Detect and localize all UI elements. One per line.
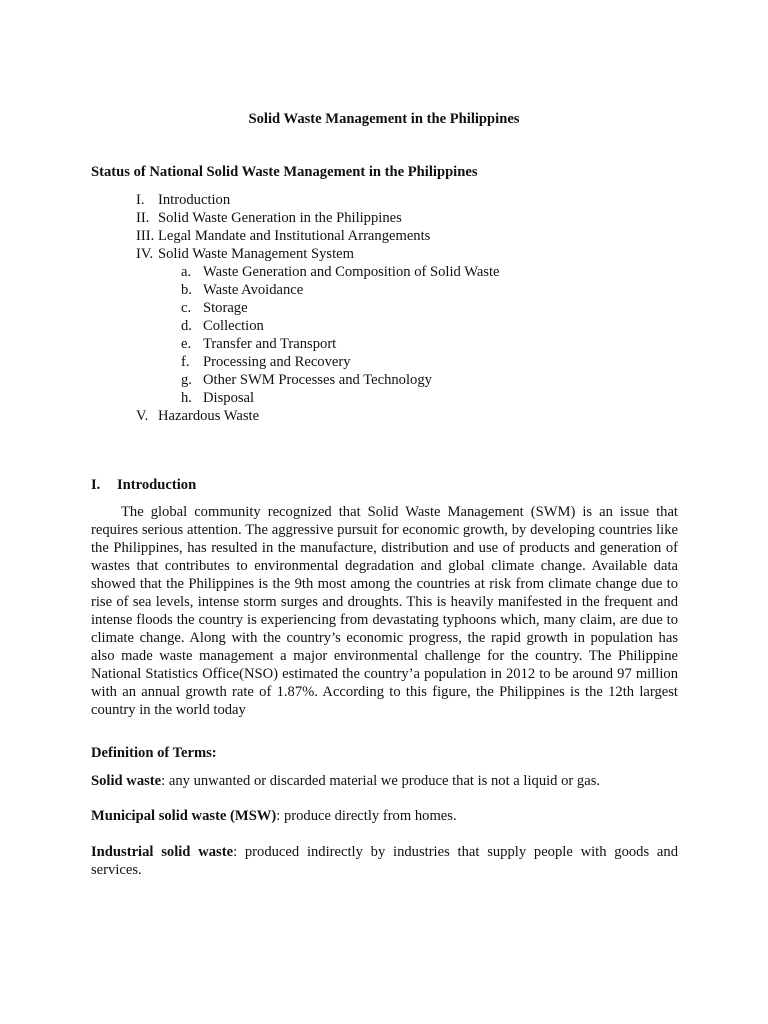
toc-subitem-text: Disposal <box>203 390 255 406</box>
definitions-heading: Definition of Terms: <box>91 745 217 761</box>
toc-item-text: Introduction <box>158 192 231 208</box>
toc-item-number: IV. <box>136 246 154 262</box>
definition-text: : produced indirectly by industries that supply people with goods and services. <box>91 844 678 878</box>
toc-item-number: V. <box>136 408 149 424</box>
toc-subitem-letter: b. <box>181 282 192 298</box>
toc-item-text: Solid Waste Management System <box>158 246 354 262</box>
toc-item-number: II. <box>136 210 150 226</box>
toc-subitem-letter: c. <box>181 300 192 316</box>
toc-subitem-text: Collection <box>203 318 264 334</box>
toc-subitem-text: Processing and Recovery <box>203 354 351 370</box>
definition-term: Industrial solid waste <box>91 844 234 860</box>
definition-item <box>91 843 678 879</box>
toc-item-text: Hazardous Waste <box>158 408 260 424</box>
toc-subitem-letter: a. <box>181 264 192 280</box>
toc-subitem-letter: f. <box>181 354 190 370</box>
definition-item <box>91 807 678 825</box>
introduction-title: Introduction <box>117 477 197 493</box>
toc-subitem-letter: g. <box>181 372 192 388</box>
toc-item-text: Legal Mandate and Institutional Arrangements <box>158 228 431 244</box>
definition-term: Solid waste <box>91 773 162 789</box>
toc-subitem-text: Storage <box>203 300 248 316</box>
toc-subitem-text: Other SWM Processes and Technology <box>203 372 432 388</box>
toc-subitem-letter: e. <box>181 336 192 352</box>
toc-item-number: III. <box>136 228 155 244</box>
definition-text: : any unwanted or discarded material we produce that is not a liquid or gas. <box>161 773 601 789</box>
introduction-paragraph: The global community recognized that Solid Waste Management (SWM) is an issue that requires serious attention. The aggressive pursuit for economic growth, by developing countries like the Philippines, has resulted in the manufacture, distribution and use of products and generation of wastes that contributes to environmental degradation and global climate change. Available data showed that the Philippines is the 9th most among the countries at risk from climate change due to rise of sea levels, intense storm surges and droughts. This is heavily manifested in the frequent and intense floods the country is experiencing from devastating typhoons which, many claim, are due to climate change. Along with the country’s economic progress, the rapid growth in population has also made waste management a major environmental challenge for the country. The Philippine National Statistics Office(NSO) estimated the country’a population in 2012 to be around 97 million with an annual growth rate of 1.87%. According to this figure, the Philippines is the 12th largest country in the world today <box>91 504 678 718</box>
toc-item-number: I. <box>136 192 145 208</box>
definition-text: : produce directly from homes. <box>276 808 457 824</box>
toc-subitem-letter: d. <box>181 318 192 334</box>
toc-subitem-text: Waste Generation and Composition of Solid Waste <box>203 264 500 280</box>
introduction-number: I. <box>91 477 101 493</box>
document-title: Solid Waste Management in the Philippines <box>248 111 520 127</box>
toc-subitem-text: Waste Avoidance <box>203 282 304 298</box>
definition-term: Municipal solid waste (MSW) <box>91 808 277 824</box>
toc-subitem-letter: h. <box>181 390 192 406</box>
definition-item <box>91 772 678 790</box>
toc-item-text: Solid Waste Generation in the Philippines <box>158 210 402 226</box>
toc-subitem-text: Transfer and Transport <box>203 336 337 352</box>
section-heading: Status of National Solid Waste Management in the Philippines <box>91 164 478 180</box>
